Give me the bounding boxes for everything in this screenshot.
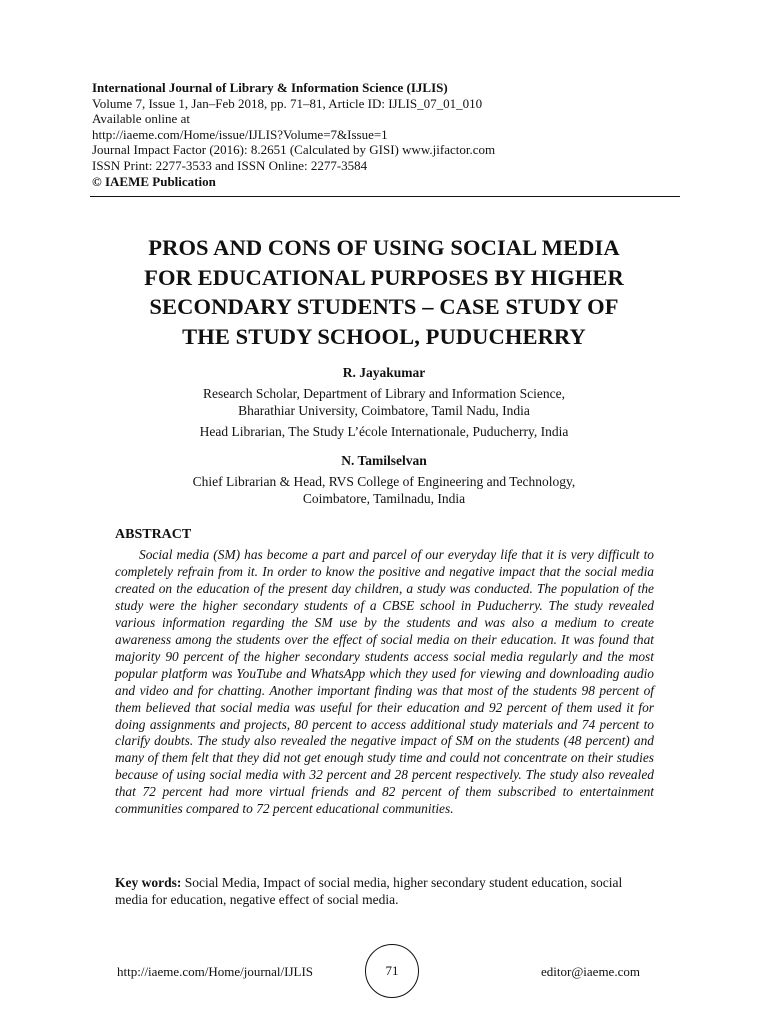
keywords-label: Key words:	[115, 875, 182, 890]
page-number	[365, 944, 419, 998]
abstract-heading: ABSTRACT	[115, 527, 192, 542]
footer-journal-url[interactable]: http://iaeme.com/Home/journal/IJLIS	[117, 964, 314, 979]
issn-info: ISSN Print: 2277-3533 and ISSN Online: 2277-3584	[92, 157, 368, 173]
abstract-text: Social media (SM) has become a part and parcel of our everyday life that it is very difficult to completely refrain from it. In order to know the positive and negative impact that the social media created on the education of the present day children, a study was conducted. The population of the study were the higher secondary students of a CBSE school in Puducherry. The study revealed various information regarding the SM use by the students and was also a medium to create awareness among the students over the effect of social media on their education. It was found that majority 90 percent of the higher secondary students access social media regularly and the most popular platform was YouTube and WhatsApp which they used for viewing and downloading audio and video and for chatting. Another important finding was that most of the students 98 percent of them believed that social media was useful for their education and 92 percent of them used it for doing assignments and projects, 80 percent to access additional study materials and 74 percent to clarify doubts. The study also revealed the negative impact of SM on the students (48 percent) and many of them felt that they did not get enough study time and could not concentrate on their studies because of using social media with 32 percent and 28 percent respectively. The study also revealed that 72 percent had more virtual friends and 82 percent of them subscribed to entertainment communities compared to 72 percent educational communities.	[115, 547, 654, 817]
author-affiliation: Chief Librarian & Head, RVS College of Engineering and Technology,	[192, 473, 576, 489]
paper-title	[92, 233, 676, 351]
author-affiliation: Head Librarian, The Study L’école Internationale, Puducherry, India	[199, 423, 569, 439]
author-affiliation: Bharathiar University, Coimbatore, Tamil Nadu, India	[238, 403, 530, 418]
author-name: R. Jayakumar	[342, 365, 426, 380]
keywords	[115, 874, 635, 908]
title-line: PROS AND CONS OF USING SOCIAL MEDIA	[148, 235, 620, 260]
footer-email[interactable]: editor@iaeme.com	[541, 964, 640, 979]
impact-factor: Journal Impact Factor (2016): 8.2651 (Calculated by GISI) www.jifactor.com	[92, 142, 496, 158]
author-affiliation: Coimbatore, Tamilnadu, India	[302, 491, 466, 506]
title-line: THE STUDY SCHOOL, PUDUCHERRY	[182, 323, 586, 349]
author-block	[92, 452, 676, 508]
title-line: SECONDARY STUDENTS – CASE STUDY OF	[149, 294, 619, 319]
keywords-text: Social Media, Impact of social media, higher secondary student education, social media for education, negative effect of social media.	[115, 875, 623, 907]
title-line: FOR EDUCATIONAL PURPOSES BY HIGHER	[144, 264, 624, 290]
journal-masthead	[92, 80, 682, 189]
author-block	[92, 364, 676, 440]
issue-url[interactable]: http://iaeme.com/Home/issue/IJLIS?Volume=7&Issue=1	[92, 126, 388, 142]
page-number-text: 71	[385, 963, 399, 978]
volume-info: Volume 7, Issue 1, Jan–Feb 2018, pp. 71–81, Article ID: IJLIS_07_01_010	[92, 95, 483, 111]
publisher: © IAEME Publication	[92, 173, 216, 189]
author-affiliation: Research Scholar, Department of Library and Information Science,	[203, 385, 565, 401]
masthead-divider	[90, 196, 680, 197]
author-name: N. Tamilselvan	[341, 453, 427, 468]
available-online: Available online at	[92, 111, 190, 127]
journal-name: International Journal of Library & Information Science (IJLIS)	[92, 80, 448, 95]
